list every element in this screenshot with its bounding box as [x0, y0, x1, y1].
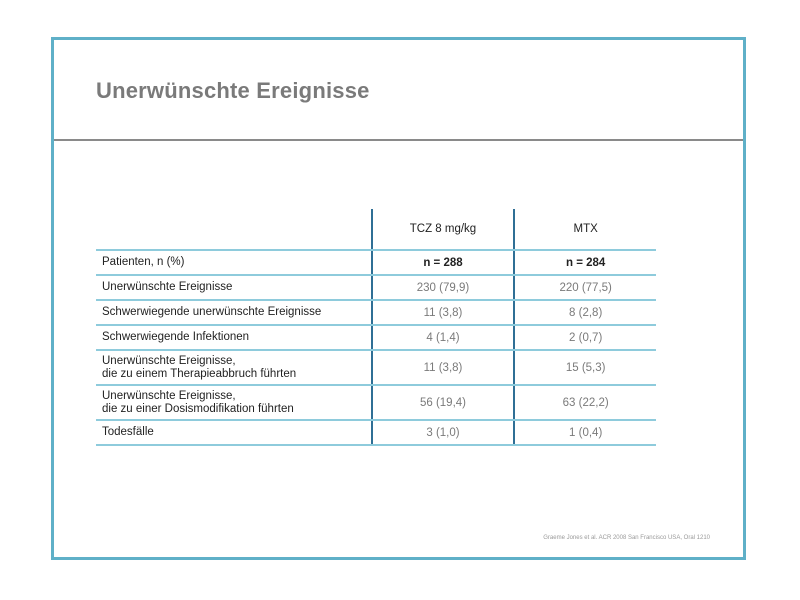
row-label	[96, 275, 372, 300]
slide-frame	[51, 37, 746, 560]
cell-mtx: 1 (0,4)	[514, 420, 656, 445]
row-label-line: die zu einem Therapieabbruch führten	[102, 367, 297, 380]
table-row	[96, 325, 656, 350]
cell-mtx: 15 (5,3)	[514, 350, 656, 385]
row-label-line: Unerwünschte Ereignisse,	[102, 389, 236, 402]
row-label	[96, 350, 372, 385]
table-header-empty	[96, 209, 372, 250]
cell-tcz: 11 (3,8)	[372, 350, 515, 385]
adverse-events-table	[96, 209, 656, 446]
row-label	[96, 325, 372, 350]
cell-tcz: 56 (19,4)	[372, 385, 515, 420]
cell-mtx: n = 284	[514, 250, 656, 275]
table-row	[96, 250, 656, 275]
cell-mtx: 2 (0,7)	[514, 325, 656, 350]
row-label	[96, 385, 372, 420]
slide-title: Unerwünschte Ereignisse	[96, 78, 370, 103]
row-label-line: Schwerwiegende Infektionen	[102, 331, 250, 343]
table-header-tcz: TCZ 8 mg/kg	[372, 209, 515, 250]
row-label-line: Todesfälle	[102, 426, 154, 438]
title-divider	[54, 139, 743, 141]
source-footnote: Graeme Jones et al. ACR 2008 San Francisco USA, Oral 1210	[543, 535, 710, 541]
cell-tcz: n = 288	[372, 250, 515, 275]
cell-tcz: 4 (1,4)	[372, 325, 515, 350]
table-row	[96, 275, 656, 300]
row-label-line: Patienten, n (%)	[102, 256, 185, 268]
table-header-row	[96, 209, 656, 250]
table-row	[96, 300, 656, 325]
cell-tcz: 3 (1,0)	[372, 420, 515, 445]
cell-tcz: 230 (79,9)	[372, 275, 515, 300]
table-row	[96, 385, 656, 420]
cell-mtx: 63 (22,2)	[514, 385, 656, 420]
row-label	[96, 300, 372, 325]
table-row	[96, 350, 656, 385]
table-row	[96, 420, 656, 445]
cell-mtx: 8 (2,8)	[514, 300, 656, 325]
table-header-mtx: MTX	[514, 209, 656, 250]
row-label-line: Schwerwiegende unerwünschte Ereignisse	[102, 306, 322, 318]
row-label	[96, 420, 372, 445]
cell-tcz: 11 (3,8)	[372, 300, 515, 325]
row-label-line: Unerwünschte Ereignisse	[102, 281, 233, 293]
row-label-line: die zu einer Dosismodifikation führten	[102, 402, 294, 415]
row-label-line: Unerwünschte Ereignisse,	[102, 354, 236, 367]
row-label	[96, 250, 372, 275]
cell-mtx: 220 (77,5)	[514, 275, 656, 300]
